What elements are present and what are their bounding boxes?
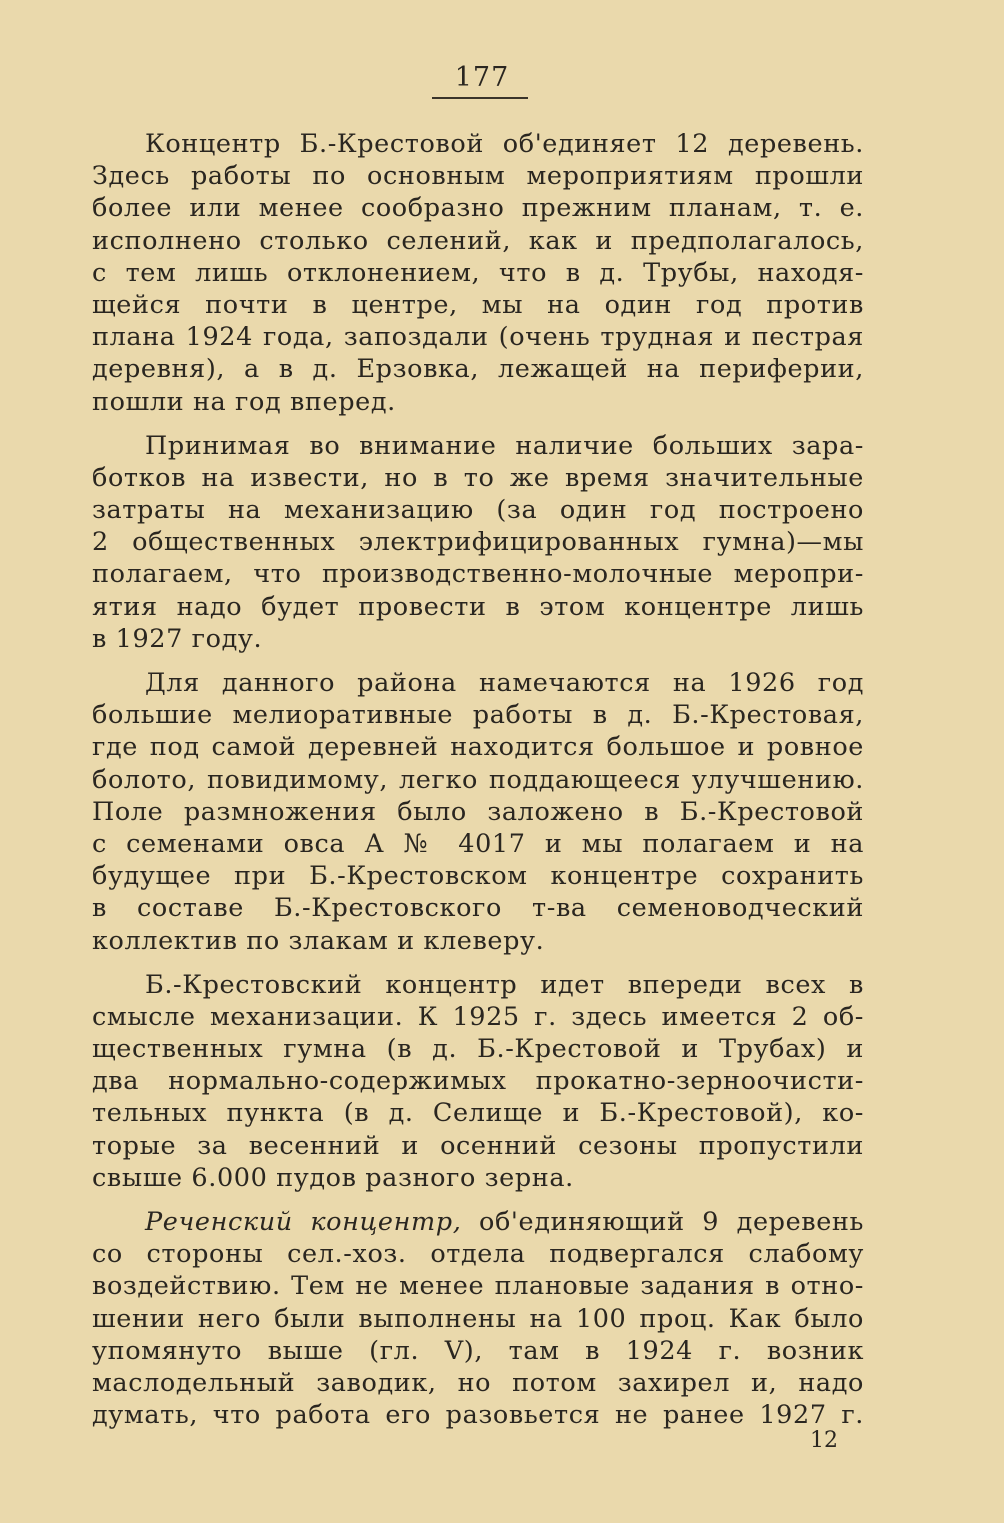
text-line: коллектив по злакам и клеверу. <box>92 925 545 956</box>
text-line: затраты на механизацию (за один год построено <box>92 495 864 526</box>
text-line: торые за весенний и осенний сезоны пропустили <box>92 1130 864 1161</box>
text-line: смысле механизации. К 1925 г. здесь имеется 2 об- <box>92 1001 864 1032</box>
italic-heading: Реченский концентр, <box>145 1207 462 1237</box>
text-line: Б.-Крестовский концентр идет впереди всех в <box>145 969 864 1000</box>
text-line: маслодельный заводик, но потом захирел и, надо <box>92 1367 864 1398</box>
text-line: деревня), а в д. Ерзовка, лежащей на периферии, <box>92 354 864 385</box>
paragraph-2 <box>92 430 864 655</box>
text-line: упомянуто выше (гл. V), там в 1924 г. возник <box>92 1335 864 1366</box>
text-line: ятия надо будет провести в этом концентре лишь <box>92 591 864 622</box>
text-line: ботков на извести, но в то же время значительные <box>92 462 864 493</box>
text-line: будущее при Б.-Крестовском концентре сохранить <box>92 861 864 892</box>
text-line: Поле размножения было заложено в Б.-Крестовой <box>92 796 864 827</box>
text-line: с семенами овса А № 4017 и мы полагаем и на <box>92 828 864 859</box>
paragraph-1 <box>92 128 864 418</box>
header-rule <box>432 97 528 99</box>
text-fragment: об'единяющий 9 деревень <box>461 1207 864 1237</box>
text-line: в 1927 году. <box>92 623 263 654</box>
text-line: более или менее сообразно прежним планам, т. е. <box>92 193 864 224</box>
text-line: щественных гумна (в д. Б.-Крестовой и Трубах) и <box>92 1034 864 1065</box>
text-line: пошли на год вперед. <box>92 386 396 417</box>
text-line: болото, повидимому, легко поддающееся улучшению. <box>92 764 864 795</box>
text-line-mixed <box>92 1206 864 1238</box>
paragraph-5 <box>92 1206 864 1431</box>
text-line: Для данного района намечаются на 1926 год <box>145 668 864 698</box>
text-line: два нормально-содержимых прокатно-зерноочисти- <box>92 1066 864 1097</box>
body-text <box>92 128 864 1443</box>
paragraph-3 <box>92 667 864 957</box>
text-line: 2 общественных электрифицированных гумна)—мы <box>92 527 864 558</box>
text-line: шении него были выполнены на 100 проц. Как было <box>92 1303 864 1334</box>
text-line: свыше 6.000 пудов разного зерна. <box>92 1162 574 1193</box>
text-line: плана 1924 года, запоздали (очень трудная и пестрая <box>92 322 864 353</box>
text-line: Принимая во внимание наличие больших зара- <box>145 430 864 461</box>
paragraph-4 <box>92 969 864 1194</box>
page-number: 177 <box>454 62 510 93</box>
text-line: думать, что работа его разовьется не ранее 1927 г. <box>92 1400 864 1431</box>
text-line: где под самой деревней находится большое и ровное <box>92 732 864 763</box>
text-line: с тем лишь отклонением, что в д. Трубы, находя- <box>92 257 864 288</box>
text-line: со стороны сел.-хоз. отдела подвергался слабому <box>92 1239 864 1270</box>
text-line: щейся почти в центре, мы на один год против <box>92 289 864 320</box>
text-line: исполнено столько селений, как и предполагалось, <box>92 225 864 256</box>
text-line: тельных пункта (в д. Селище и Б.-Крестовой), ко- <box>92 1098 864 1129</box>
text-line: большие мелиоративные работы в д. Б.-Крестовая, <box>92 700 864 731</box>
text-line: Здесь работы по основным мероприятиям прошли <box>92 161 864 192</box>
text-line: воздействию. Тем не менее плановые задания в отно- <box>92 1271 864 1302</box>
text-line: Концентр Б.-Крестовой об'единяет 12 деревень. <box>145 129 864 159</box>
signature-mark: 12 <box>810 1428 838 1453</box>
text-line: в составе Б.-Крестовского т-ва семеноводческий <box>92 893 864 924</box>
text-line: полагаем, что производственно-молочные меропри- <box>92 559 864 590</box>
